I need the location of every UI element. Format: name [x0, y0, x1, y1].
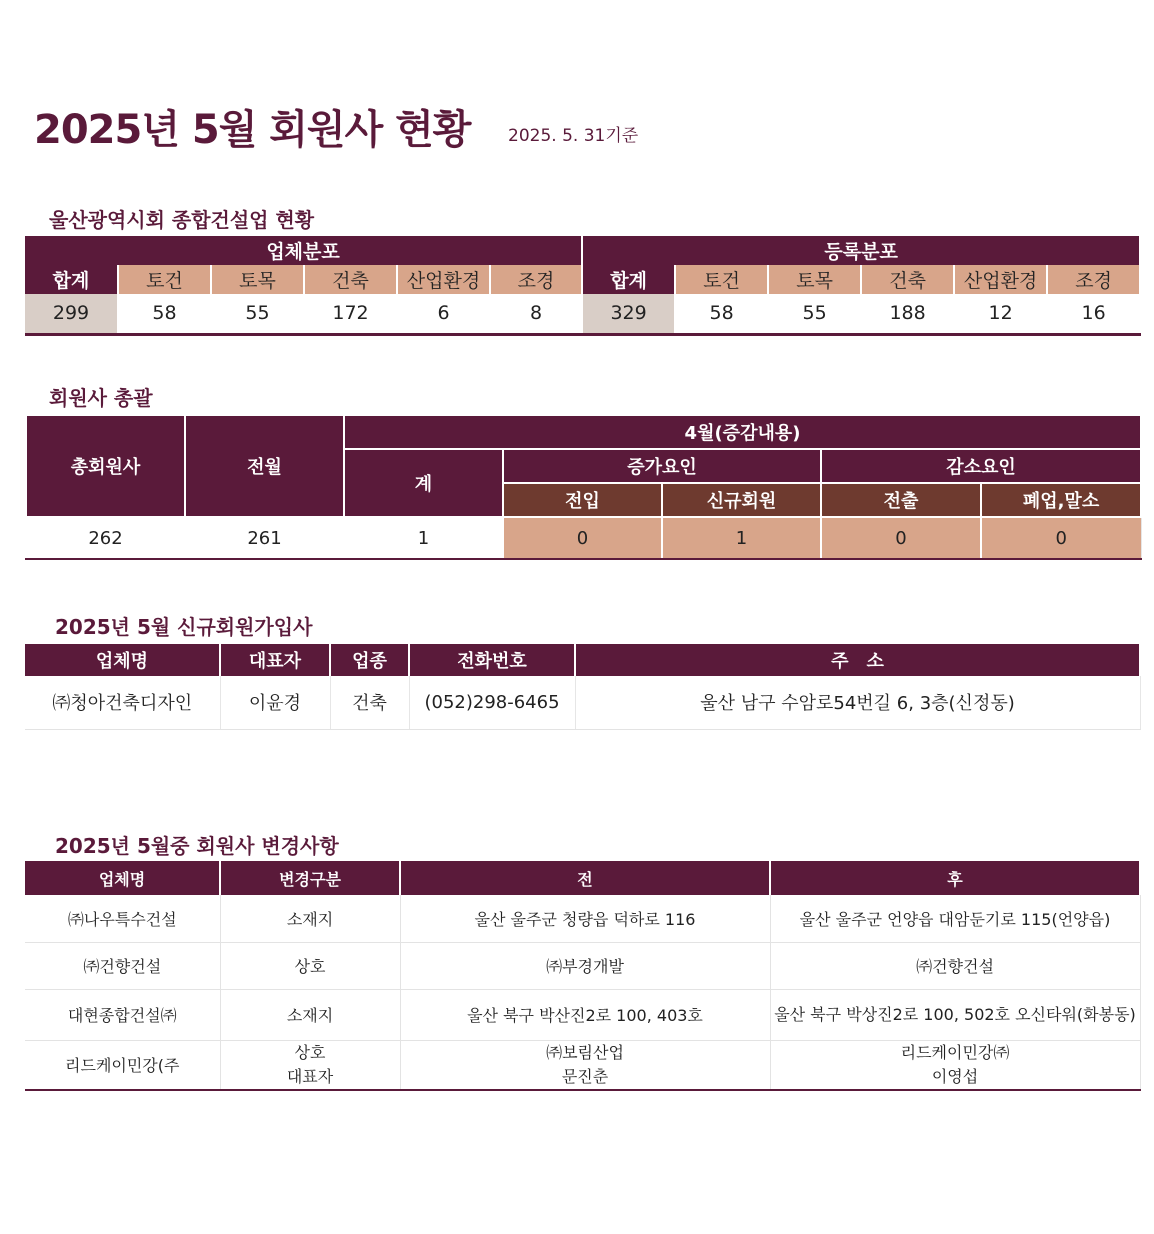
- new-member-phone: (052)298-6465: [409, 676, 575, 729]
- col-architecture: 건축: [861, 265, 954, 294]
- col-landscape: 조경: [1047, 265, 1140, 294]
- dist-value: 55: [211, 294, 304, 334]
- group-header-registration: 등록분포: [582, 236, 1140, 265]
- change-company: 대현종합건설㈜: [25, 989, 220, 1040]
- header-new-member: 신규회원: [662, 483, 821, 517]
- col-civil-building: 토건: [118, 265, 211, 294]
- value-prev-month: 261: [185, 517, 344, 559]
- col-landscape: 조경: [490, 265, 582, 294]
- member-summary-table: [25, 414, 1142, 560]
- header-transfer-out: 전출: [821, 483, 981, 517]
- reg-value: 188: [861, 294, 954, 334]
- change-before: 울산 북구 박산진2로 100, 403호: [400, 989, 770, 1040]
- value-new-member: 1: [662, 517, 821, 559]
- dist-value: 58: [118, 294, 211, 334]
- section-title-member-summary: 회원사 총괄: [49, 386, 153, 410]
- change-before-cell: [400, 1040, 770, 1090]
- section-title-new-members: 2025년 5월 신규회원가입사: [55, 615, 313, 639]
- change-before-secondary: 문진춘: [561, 1066, 609, 1086]
- col-total: 합계: [582, 265, 675, 294]
- change-before: ㈜보림산업: [546, 1042, 624, 1062]
- dist-value: 6: [397, 294, 490, 334]
- header-transfer-in: 전입: [503, 483, 662, 517]
- section-title-company-status: 울산광역시회 종합건설업 현황: [49, 208, 315, 232]
- value-sum: 1: [344, 517, 503, 559]
- dist-value: 8: [490, 294, 582, 334]
- header-month-change: 4월(증감내용): [344, 415, 1141, 449]
- dist-value: 172: [304, 294, 397, 334]
- reg-value: 12: [954, 294, 1047, 334]
- table-row: [25, 942, 1140, 989]
- change-after: ㈜건향건설: [770, 942, 1140, 989]
- value-transfer-in: 0: [503, 517, 662, 559]
- change-before: ㈜부경개발: [400, 942, 770, 989]
- change-company: ㈜건향건설: [25, 942, 220, 989]
- change-type: 소재지: [220, 989, 400, 1040]
- value-total-members: 262: [26, 517, 185, 559]
- change-before: 울산 울주군 청량읍 덕하로 116: [400, 895, 770, 942]
- reg-value: 58: [675, 294, 768, 334]
- change-type-cell: [220, 1040, 400, 1090]
- reg-value: 16: [1047, 294, 1140, 334]
- header-sum: 계: [344, 449, 503, 517]
- section-title-changes: 2025년 5월중 회원사 변경사항: [55, 834, 339, 858]
- header-decrease: 감소요인: [821, 449, 1141, 483]
- col-industrial-env: 산업환경: [954, 265, 1047, 294]
- table-row: [25, 895, 1140, 942]
- change-after-secondary: 이영섭: [931, 1066, 979, 1086]
- header-before: 전: [400, 861, 770, 895]
- page-title: 2025년 5월 회원사 현황: [34, 107, 471, 153]
- header-after: 후: [770, 861, 1140, 895]
- change-company: ㈜나우특수건설: [25, 895, 220, 942]
- dist-total-value: 299: [25, 294, 118, 334]
- new-member-company: ㈜청아건축디자인: [25, 676, 220, 729]
- value-closed: 0: [981, 517, 1141, 559]
- col-civil: 토목: [211, 265, 304, 294]
- change-type: 상호: [220, 942, 400, 989]
- change-after-cell: [770, 1040, 1140, 1090]
- group-header-distribution: 업체분포: [25, 236, 582, 265]
- header-change-type: 변경구분: [220, 861, 400, 895]
- new-member-representative: 이윤경: [220, 676, 330, 729]
- header-increase: 증가요인: [503, 449, 821, 483]
- header-phone: 전화번호: [409, 644, 575, 676]
- table-row: [25, 989, 1140, 1040]
- col-architecture: 건축: [304, 265, 397, 294]
- change-after: 울산 북구 박상진2로 100, 502호 오신타워(화봉동): [770, 989, 1140, 1040]
- col-total: 합계: [25, 265, 118, 294]
- change-after: 리드케이민강㈜: [900, 1042, 1010, 1062]
- header-closed: 폐업,말소: [981, 483, 1141, 517]
- header-industry: 업종: [330, 644, 409, 676]
- new-member-industry: 건축: [330, 676, 409, 729]
- col-civil-building: 토건: [675, 265, 768, 294]
- value-transfer-out: 0: [821, 517, 981, 559]
- header-prev-month: 전월: [185, 415, 344, 517]
- as-of-date: 2025. 5. 31기준: [508, 126, 639, 146]
- change-after: 울산 울주군 언양읍 대암둔기로 115(언양읍): [770, 895, 1140, 942]
- reg-value: 55: [768, 294, 861, 334]
- changes-table: [25, 861, 1141, 1091]
- new-members-table: [25, 644, 1141, 730]
- new-member-address: 울산 남구 수암로54번길 6, 3층(신정동): [575, 676, 1140, 729]
- reg-total-value: 329: [582, 294, 675, 334]
- col-industrial-env: 산업환경: [397, 265, 490, 294]
- header-company: 업체명: [25, 861, 220, 895]
- header-representative: 대표자: [220, 644, 330, 676]
- col-civil: 토목: [768, 265, 861, 294]
- company-status-table: [25, 236, 1141, 336]
- change-type-secondary: 대표자: [286, 1066, 334, 1086]
- table-row: [25, 1040, 1140, 1090]
- header-company: 업체명: [25, 644, 220, 676]
- change-type: 상호: [294, 1042, 326, 1062]
- header-total-members: 총회원사: [26, 415, 185, 517]
- change-type: 소재지: [220, 895, 400, 942]
- header-address: 주 소: [575, 644, 1140, 676]
- change-company: 리드케이민강(주: [25, 1040, 220, 1090]
